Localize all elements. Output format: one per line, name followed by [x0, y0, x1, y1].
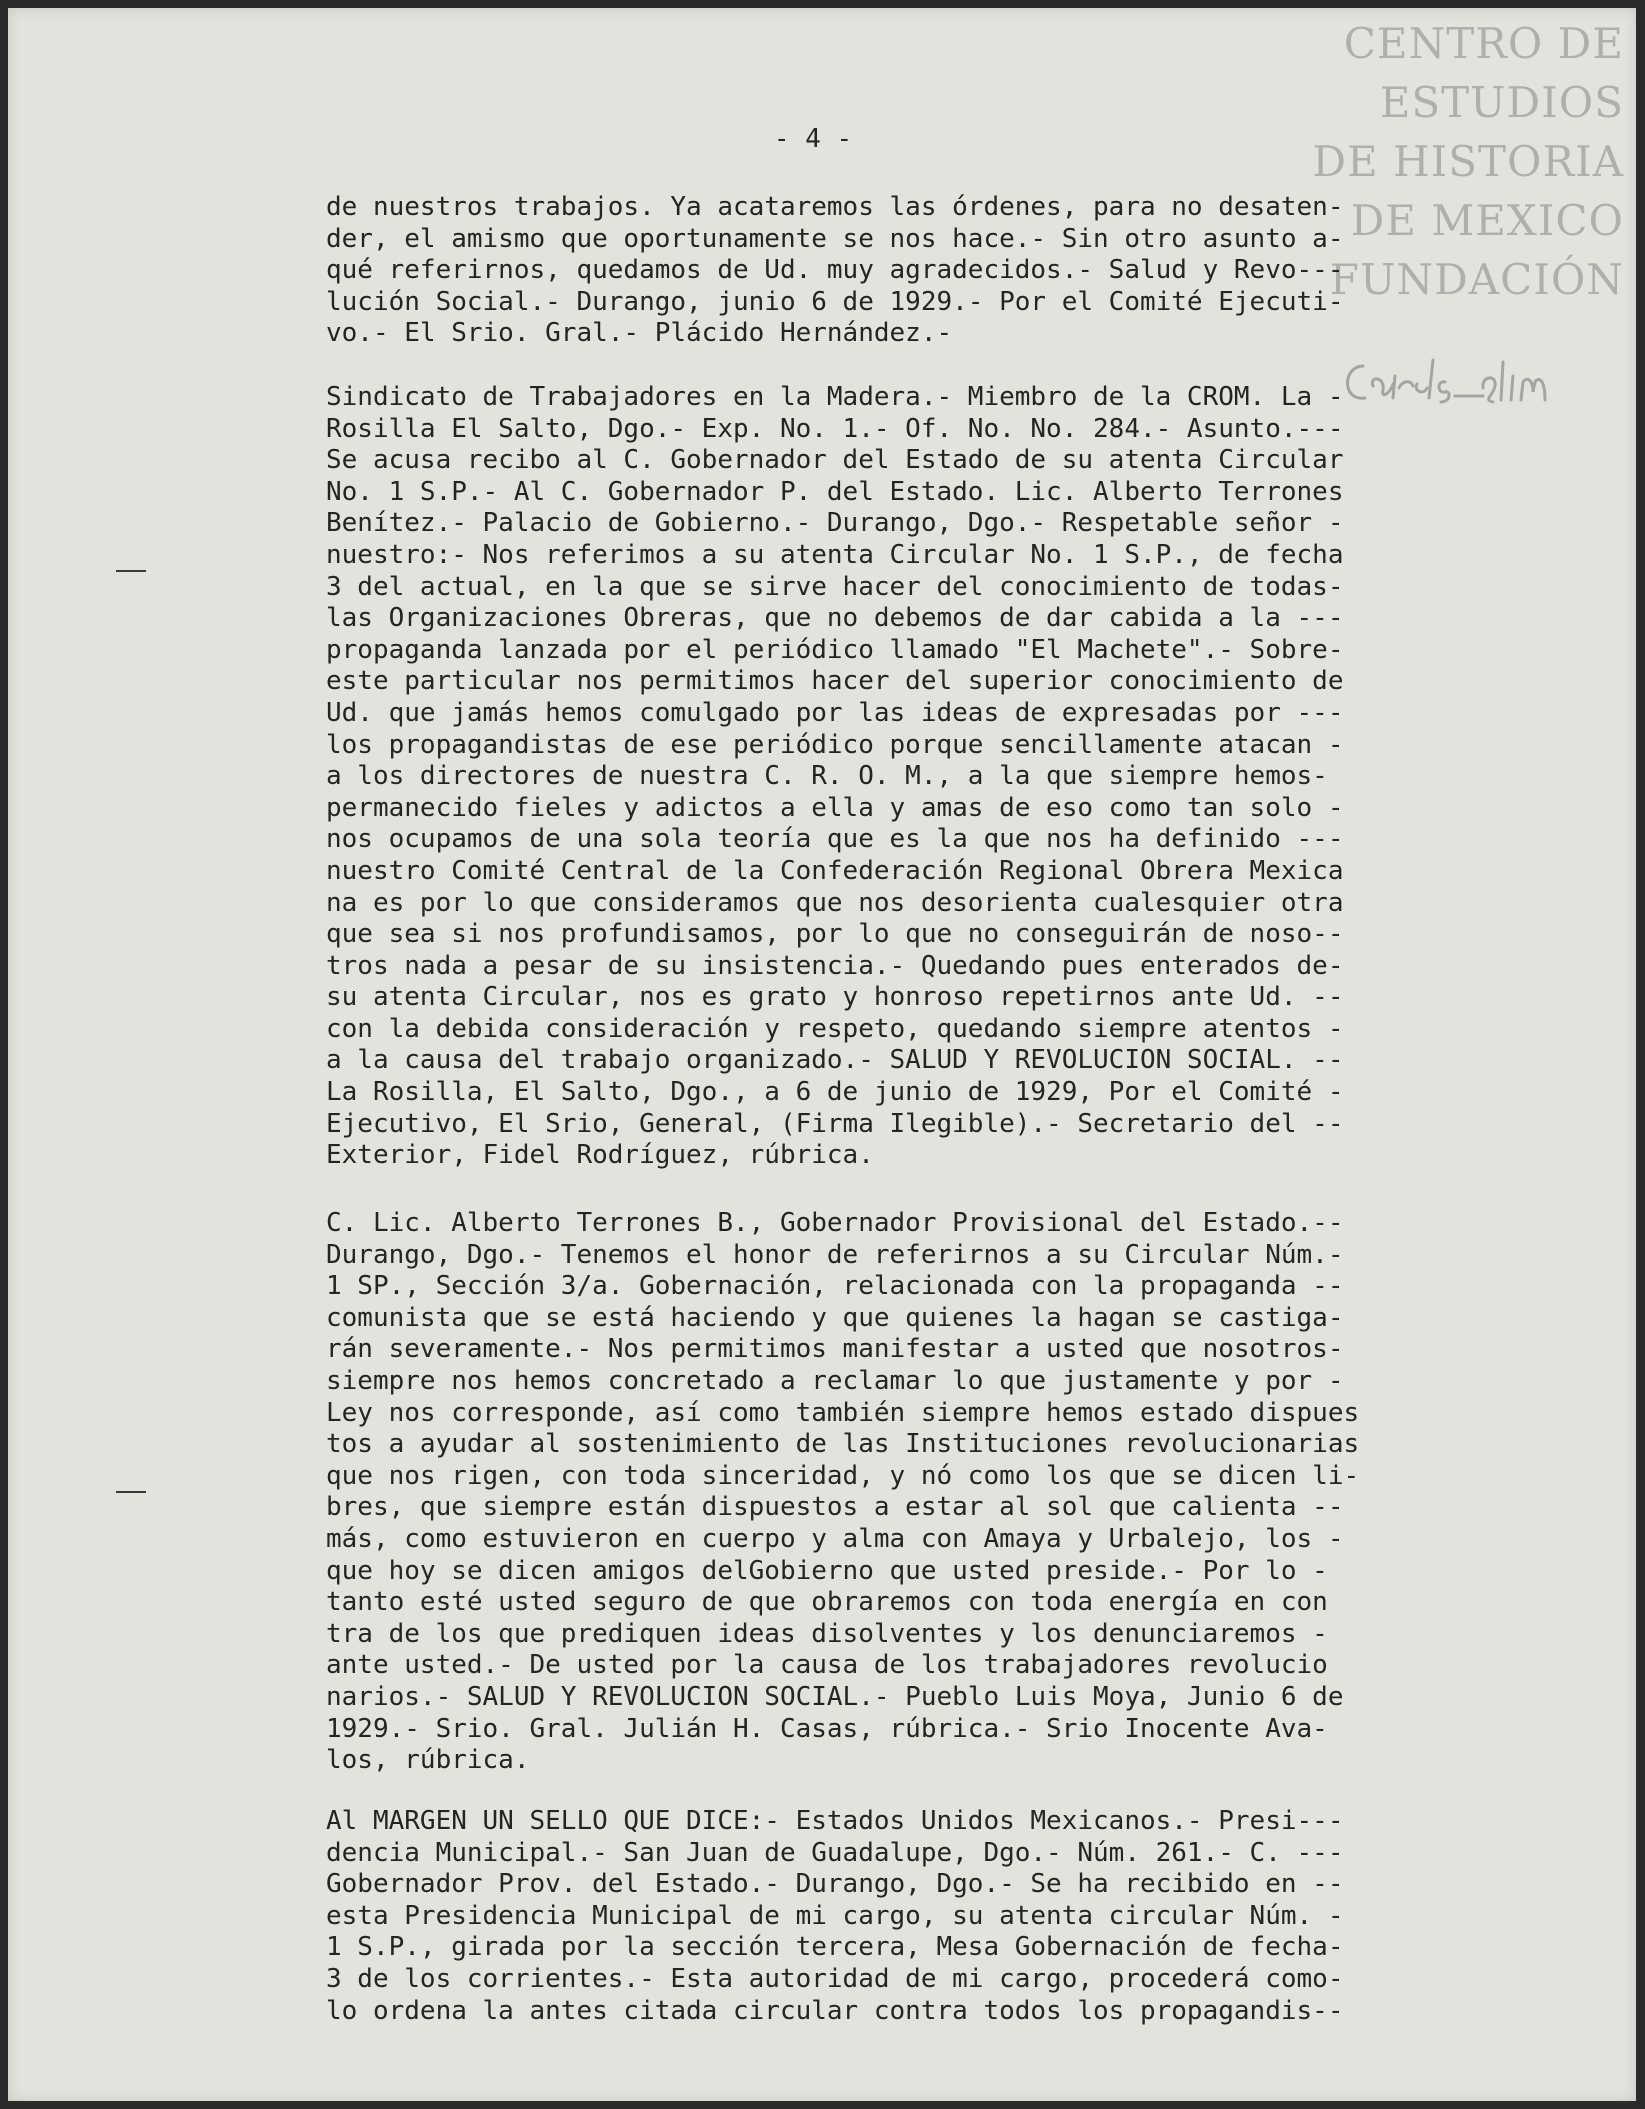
watermark-line: ESTUDIOS — [1379, 78, 1624, 127]
watermark-line: DE HISTORIA — [1312, 137, 1624, 186]
watermark-line: DE MEXICO — [1350, 196, 1624, 245]
text-line: No. 1 S.P.- Al C. Gobernador P. del Estado. Lic. Alberto Terrones — [326, 476, 1344, 507]
text-line: nuestro Comité Central de la Confederación Regional Obrera Mexica — [326, 855, 1344, 886]
text-line: 1929.- Srio. Gral. Julián H. Casas, rúbrica.- Srio Inocente Ava- — [326, 1713, 1328, 1744]
paragraph-sello-municipal — [326, 1806, 1566, 2027]
text-line: Gobernador Prov. del Estado.- Durango, Dgo.- Se ha recibido en -- — [326, 1869, 1344, 1900]
text-line: na es por lo que consideramos que nos desorienta cualesquier otra — [326, 887, 1344, 918]
text-line: tos a ayudar al sostenimiento de las Instituciones revolucionarias — [326, 1429, 1360, 1460]
text-line: las Organizaciones Obreras, que no debemos de dar cabida a la --- — [326, 603, 1344, 634]
text-line: nuestro:- Nos referimos a su atenta Circular No. 1 S.P., de fecha — [326, 539, 1344, 570]
text-line: a la causa del trabajo organizado.- SALUD Y REVOLUCION SOCIAL. -- — [326, 1045, 1344, 1076]
paragraph-closing-letter-1 — [326, 192, 1566, 350]
text-line: bres, que siempre están dispuestos a estar al sol que calienta -- — [326, 1492, 1344, 1523]
text-line: con la debida consideración y respeto, quedando siempre atentos - — [326, 1013, 1344, 1044]
text-line: propaganda lanzada por el periódico llamado "El Machete".- Sobre- — [326, 634, 1344, 665]
watermark-line: CENTRO DE — [1343, 19, 1624, 68]
text-line: ante usted.- De usted por la causa de los trabajadores revolucio — [326, 1650, 1328, 1681]
text-line: Se acusa recibo al C. Gobernador del Estado de su atenta Circular — [326, 445, 1344, 476]
text-line: que nos rigen, con toda sinceridad, y nó como los que se dicen li- — [326, 1460, 1360, 1491]
text-line: Ley nos corresponde, así como también siempre hemos estado dispues — [326, 1397, 1360, 1428]
text-line: de nuestros trabajos. Ya acataremos las órdenes, para no desaten- — [326, 192, 1344, 222]
text-line: rán severamente.- Nos permitimos manifestar a usted que nosotros- — [326, 1334, 1344, 1365]
document-page — [8, 8, 1636, 2101]
text-line: 3 del actual, en la que se sirve hacer del conocimiento de todas- — [326, 571, 1344, 602]
text-line: 1 SP., Sección 3/a. Gobernación, relacionada con la propaganda -- — [326, 1271, 1344, 1302]
text-line: Sindicato de Trabajadores en la Madera.- Miembro de la CROM. La - — [326, 382, 1344, 412]
text-line: siempre nos hemos concretado a reclamar lo que justamente y por - — [326, 1365, 1344, 1396]
text-line: esta Presidencia Municipal de mi cargo, su atenta circular Núm. - — [326, 1900, 1344, 1931]
text-line: narios.- SALUD Y REVOLUCION SOCIAL.- Pueblo Luis Moya, Junio 6 de — [326, 1681, 1344, 1712]
watermark-line: FUNDACIÓN — [1329, 255, 1624, 304]
text-line: dencia Municipal.- San Juan de Guadalupe, Dgo.- Núm. 261.- C. --- — [326, 1837, 1344, 1868]
text-line: nos ocupamos de una sola teoría que es la que nos ha definido --- — [326, 824, 1344, 855]
text-line: más, como estuvieron en cuerpo y alma con Amaya y Urbalejo, los - — [326, 1523, 1344, 1554]
text-line: lución Social.- Durango, junio 6 de 1929.- Por el Comité Ejecuti- — [326, 286, 1344, 317]
text-line: a los directores de nuestra C. R. O. M., a la que siempre hemos- — [326, 761, 1328, 792]
text-line: los, rúbrica. — [326, 1745, 530, 1776]
text-line: este particular nos permitimos hacer del superior conocimiento de — [326, 666, 1344, 697]
page-number: - 4 - — [773, 124, 853, 154]
margin-mark — [116, 570, 146, 572]
text-line: 1 S.P., girada por la sección tercera, Mesa Gobernación de fecha- — [326, 1932, 1344, 1963]
text-line: der, el amismo que oportunamente se nos hace.- Sin otro asunto a- — [326, 223, 1344, 254]
text-line: Benítez.- Palacio de Gobierno.- Durango, Dgo.- Respetable señor - — [326, 508, 1344, 539]
paragraph-terrones-letter — [326, 1208, 1566, 1777]
margin-mark — [116, 1491, 146, 1493]
text-line: tros nada a pesar de su insistencia.- Quedando pues enterados de- — [326, 950, 1344, 981]
text-line: que sea si nos profundisamos, por lo que no conseguirán de noso-- — [326, 919, 1344, 950]
text-line: tra de los que prediquen ideas disolventes y los denunciaremos - — [326, 1618, 1328, 1649]
text-line: Ud. que jamás hemos comulgado por las ideas de expresadas por --- — [326, 697, 1344, 728]
text-line: permanecido fieles y adictos a ella y amas de eso como tan solo - — [326, 792, 1344, 823]
text-line: Ejecutivo, El Srio, General, (Firma Ilegible).- Secretario del -- — [326, 1108, 1344, 1139]
paragraph-sindicato-madera — [326, 382, 1566, 1172]
text-line: su atenta Circular, nos es grato y honroso repetirnos ante Ud. -- — [326, 982, 1344, 1013]
text-line: Rosilla El Salto, Dgo.- Exp. No. 1.- Of. No. No. 284.- Asunto.--- — [326, 413, 1344, 444]
text-line: Al MARGEN UN SELLO QUE DICE:- Estados Unidos Mexicanos.- Presi--- — [326, 1806, 1344, 1836]
text-line: los propagandistas de ese periódico porque sencillamente atacan - — [326, 729, 1344, 760]
text-line: C. Lic. Alberto Terrones B., Gobernador Provisional del Estado.-- — [326, 1208, 1344, 1238]
text-line: Durango, Dgo.- Tenemos el honor de referirnos a su Circular Núm.- — [326, 1239, 1344, 1270]
text-line: comunista que se está haciendo y que quienes la hagan se castiga- — [326, 1302, 1344, 1333]
text-line: tanto esté usted seguro de que obraremos con toda energía en con — [326, 1587, 1328, 1618]
text-line: Exterior, Fidel Rodríguez, rúbrica. — [326, 1140, 874, 1171]
text-line: La Rosilla, El Salto, Dgo., a 6 de junio de 1929, Por el Comité - — [326, 1077, 1344, 1108]
text-line: lo ordena la antes citada circular contra todos los propagandis-- — [326, 1995, 1344, 2026]
text-line: qué referirnos, quedamos de Ud. muy agradecidos.- Salud y Revo--- — [326, 255, 1344, 286]
text-line: que hoy se dicen amigos delGobierno que usted preside.- Por lo - — [326, 1555, 1328, 1586]
text-line: vo.- El Srio. Gral.- Plácido Hernández.- — [326, 318, 953, 349]
text-line: 3 de los corrientes.- Esta autoridad de mi cargo, procederá como- — [326, 1963, 1344, 1994]
